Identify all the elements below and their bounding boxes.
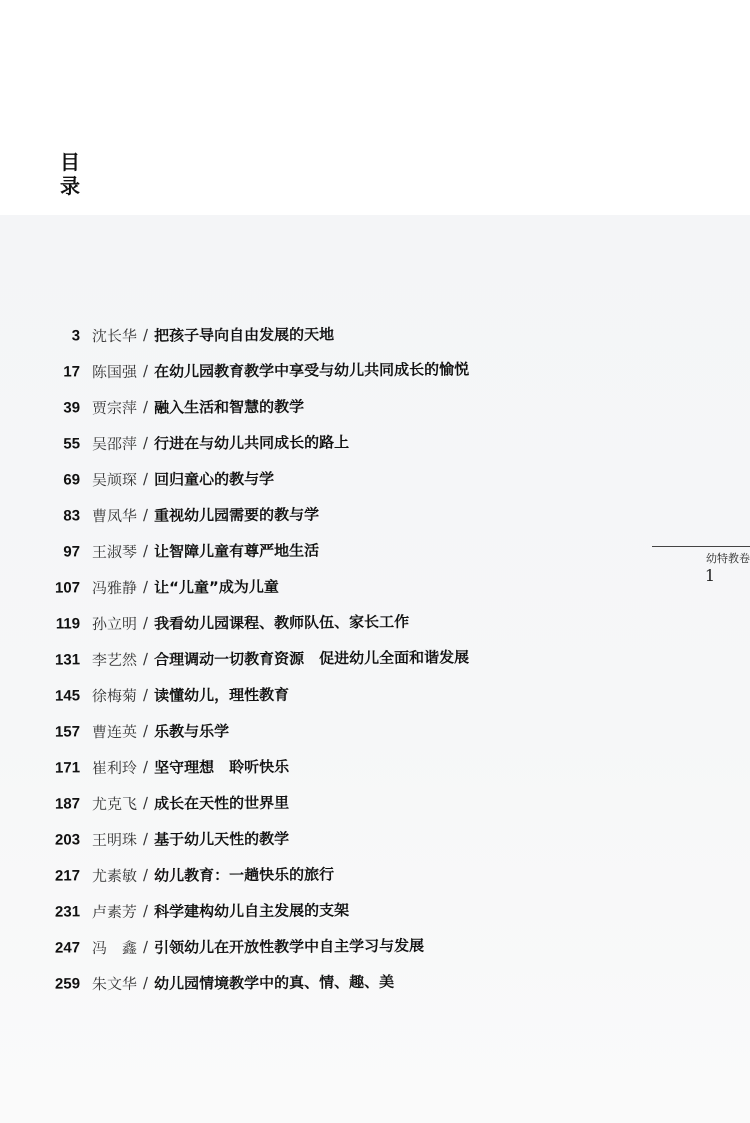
toc-page-number: 231 (54, 902, 81, 921)
toc-title: 幼儿教育：一趟快乐的旅行 (154, 864, 335, 885)
toc-separator: / (142, 901, 149, 920)
toc-title: 乐教与乐学 (154, 721, 230, 741)
toc-page-number: 69 (63, 470, 81, 489)
toc-author: 朱文华 (91, 974, 138, 993)
toc-entry[interactable] (0, 708, 750, 750)
toc-title: 我看幼儿园课程、教师队伍、家长工作 (154, 612, 410, 633)
toc-author: 尤克飞 (91, 794, 138, 813)
toc-page-number: 97 (63, 542, 81, 561)
toc-list (0, 318, 750, 1002)
toc-separator: / (142, 793, 149, 812)
toc-separator: / (142, 865, 149, 884)
toc-entry[interactable] (0, 564, 750, 606)
toc-page-number: 17 (63, 362, 81, 381)
toc-separator: / (142, 649, 149, 668)
toc-entry[interactable] (0, 888, 750, 930)
toc-page-number: 83 (63, 506, 81, 525)
toc-separator: / (142, 721, 149, 740)
toc-entry[interactable] (0, 960, 750, 1002)
toc-entry[interactable] (0, 348, 750, 390)
toc-entry[interactable] (0, 816, 750, 858)
toc-entry[interactable] (0, 672, 750, 714)
toc-page-number: 259 (54, 974, 81, 993)
toc-entry[interactable] (0, 744, 750, 786)
toc-separator: / (142, 757, 149, 776)
toc-entry[interactable] (0, 420, 750, 462)
toc-author: 吴颃琛 (91, 470, 138, 489)
toc-entry[interactable] (0, 924, 750, 966)
toc-title: 坚守理想 聆听快乐 (154, 757, 290, 777)
toc-page-number: 39 (63, 398, 81, 417)
toc-author: 孙立明 (91, 614, 138, 633)
toc-page-number: 145 (54, 686, 81, 705)
toc-separator: / (142, 937, 149, 956)
toc-title: 回归童心的教与学 (154, 469, 275, 489)
toc-page-number: 217 (54, 866, 81, 885)
toc-page-number: 55 (63, 434, 81, 453)
toc-entry[interactable] (0, 492, 750, 534)
toc-separator: / (142, 613, 149, 632)
page-title (60, 150, 90, 198)
page-title-char: 目 (60, 150, 80, 174)
toc-title: 科学建构幼儿自主发展的支架 (154, 900, 350, 921)
toc-title: 基于幼儿天性的教学 (154, 829, 290, 849)
toc-page-number: 187 (54, 794, 81, 813)
toc-entry[interactable] (0, 456, 750, 498)
toc-separator: / (142, 577, 149, 596)
toc-author: 冯 鑫 (91, 938, 138, 957)
toc-page-number: 107 (54, 578, 81, 597)
toc-author: 陈国强 (91, 362, 138, 381)
toc-title: 把孩子导向自由发展的天地 (154, 324, 335, 345)
toc-entry[interactable] (0, 852, 750, 894)
toc-page-number: 247 (54, 938, 81, 957)
toc-page-number: 157 (54, 722, 81, 741)
toc-author: 曹连英 (91, 722, 138, 741)
toc-separator: / (142, 685, 149, 704)
toc-separator: / (142, 469, 149, 488)
page-title-char: 录 (60, 174, 80, 198)
toc-author: 曹凤华 (91, 506, 138, 525)
toc-title: 引领幼儿在开放性教学中自主学习与发展 (154, 936, 425, 957)
toc-entry[interactable] (0, 600, 750, 642)
toc-title: 成长在天性的世界里 (154, 793, 290, 813)
toc-title: 让智障儿童有尊严地生活 (154, 540, 320, 561)
toc-separator: / (142, 505, 149, 524)
toc-author: 吴邵萍 (91, 434, 138, 453)
toc-separator: / (142, 541, 149, 560)
toc-title: 在幼儿园教育教学中享受与幼儿共同成长的愉悦 (154, 359, 470, 381)
toc-separator: / (142, 397, 149, 416)
toc-author: 王淑琴 (91, 542, 138, 561)
toc-entry[interactable] (0, 636, 750, 678)
toc-author: 冯雅静 (91, 578, 138, 597)
toc-title: 幼儿园情境教学中的真、情、趣、美 (154, 972, 395, 993)
toc-page-number: 203 (54, 830, 81, 849)
toc-separator: / (142, 325, 149, 344)
toc-author: 尤素敏 (91, 866, 138, 885)
toc-separator: / (142, 433, 149, 452)
toc-entry[interactable] (0, 312, 750, 354)
toc-author: 崔利玲 (91, 758, 138, 777)
volume-label: 幼特教卷 (652, 546, 750, 566)
toc-title: 行进在与幼儿共同成长的路上 (154, 432, 350, 453)
toc-entry[interactable] (0, 528, 750, 570)
toc-entry[interactable] (0, 384, 750, 426)
toc-author: 徐梅菊 (91, 686, 138, 705)
toc-title: 融入生活和智慧的教学 (154, 397, 305, 417)
toc-title: 合理调动一切教育资源 促进幼儿全面和谐发展 (154, 647, 470, 669)
toc-author: 贾宗萍 (91, 398, 138, 417)
volume-number: 1 (704, 566, 716, 585)
page-top-margin (0, 0, 750, 215)
toc-title: 读懂幼儿，理性教育 (154, 685, 290, 705)
toc-separator: / (142, 829, 149, 848)
toc-page-number: 3 (71, 326, 81, 344)
toc-page-number: 171 (54, 758, 81, 777)
toc-page-number: 131 (54, 650, 81, 669)
toc-title: 重视幼儿园需要的教与学 (154, 504, 320, 525)
toc-title: 让“儿童”成为儿童 (154, 577, 279, 597)
toc-author: 李艺然 (91, 650, 138, 669)
toc-author: 王明珠 (91, 830, 138, 849)
toc-separator: / (142, 973, 149, 992)
toc-author: 沈长华 (91, 326, 138, 345)
toc-entry[interactable] (0, 780, 750, 822)
toc-separator: / (142, 361, 149, 380)
toc-author: 卢素芳 (91, 902, 138, 921)
toc-page-number: 119 (55, 614, 81, 633)
